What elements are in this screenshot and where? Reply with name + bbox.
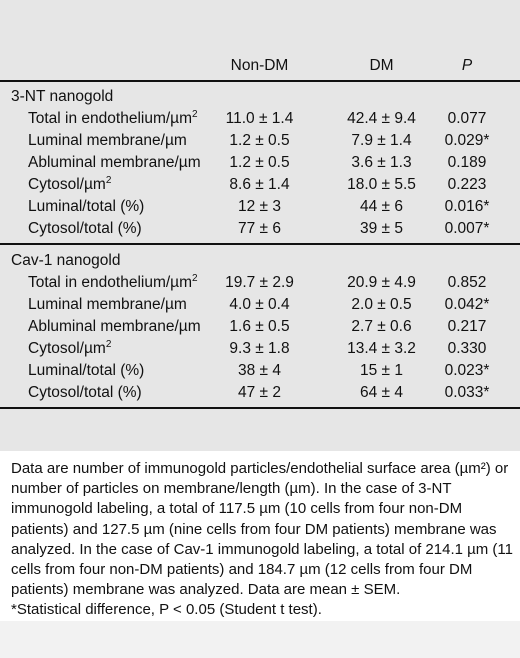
table-row — [0, 108, 520, 129]
row-label-superscript: 2 — [192, 273, 198, 284]
p-value: 0.042* — [444, 296, 490, 313]
p-value: 0.189 — [447, 154, 487, 171]
table-row — [0, 316, 520, 337]
dm-value: 2.7 ± 0.6 — [351, 318, 412, 335]
dm-value: 39 ± 5 — [360, 220, 403, 237]
row-label-superscript: 2 — [105, 339, 112, 350]
non-dm-value: 12 ± 3 — [238, 198, 281, 215]
p-value: 0.029* — [444, 132, 490, 149]
row-label: Cytosol/µm — [28, 340, 106, 357]
row-label: Cytosol/total (%) — [28, 384, 142, 401]
table-row — [0, 338, 520, 359]
row-label: Cytosol/total (%) — [28, 220, 142, 237]
non-dm-value: 1.2 ± 0.5 — [229, 132, 290, 149]
row-label: Abluminal membrane/µm — [28, 154, 201, 171]
non-dm-value: 38 ± 4 — [238, 362, 281, 379]
row-label: Cytosol/µm — [28, 176, 106, 193]
non-dm-value: 1.6 ± 0.5 — [229, 318, 290, 335]
row-label-superscript: 2 — [105, 175, 112, 186]
dm-value: 44 ± 6 — [360, 198, 403, 215]
row-label: Total in endothelium/µm — [28, 110, 193, 127]
dm-value: 7.9 ± 1.4 — [351, 132, 412, 149]
table-footnote: Data are number of immunogold particles/endothelial surface area (µm²) or number of particles on membrane/length (µm). In the case of 3-NT immunogold labeling, a total of 117.5 µm (10 cells from four non-DM patients) and 127.5 µm (nine cells from four DM patients) membrane was analyzed. In the case of Cav-1 immunogold labeling, a total of 214.1 µm (11 cells from four non-DM patients) and 184.7 µm (12 cells from four DM patients) membrane was analyzed. Data are mean ± SEM. *Statistical difference, P < 0.05 (Student t test). — [11, 460, 513, 619]
non-dm-value: 19.7 ± 2.9 — [225, 274, 294, 291]
non-dm-value: 77 ± 6 — [238, 220, 281, 237]
row-label: Luminal membrane/µm — [28, 132, 187, 149]
column-header-p: P — [461, 57, 473, 74]
non-dm-value: 4.0 ± 0.4 — [229, 296, 290, 313]
row-label: Luminal/total (%) — [28, 198, 145, 215]
p-value: 0.217 — [447, 318, 487, 335]
row-label: Luminal membrane/µm — [28, 296, 187, 313]
table-row — [0, 382, 520, 403]
row-label-superscript: 2 — [192, 109, 198, 120]
section-title-row — [0, 250, 520, 271]
table-row — [0, 174, 520, 195]
column-header-non-dm: Non-DM — [230, 57, 289, 74]
dm-value: 42.4 ± 9.4 — [347, 110, 416, 127]
p-value: 0.852 — [447, 274, 487, 291]
dm-value: 2.0 ± 0.5 — [351, 296, 412, 313]
p-value: 0.016* — [444, 198, 490, 215]
p-value: 0.223 — [447, 176, 487, 193]
non-dm-value: 11.0 ± 1.4 — [225, 110, 294, 127]
non-dm-value: 8.6 ± 1.4 — [229, 176, 290, 193]
table-bottom-rule — [0, 407, 520, 409]
table-row — [0, 272, 520, 293]
p-value: 0.033* — [444, 384, 490, 401]
section-title: Cav-1 nanogold — [11, 252, 121, 269]
p-value: 0.077 — [447, 110, 487, 127]
table-row — [0, 294, 520, 315]
column-header-dm: DM — [369, 57, 394, 74]
non-dm-value: 9.3 ± 1.8 — [229, 340, 290, 357]
table-row — [0, 218, 520, 239]
table-row — [0, 152, 520, 173]
dm-value: 13.4 ± 3.2 — [347, 340, 416, 357]
section-title-row — [0, 86, 520, 107]
table-row — [0, 196, 520, 217]
dm-value: 64 ± 4 — [360, 384, 403, 401]
p-value: 0.023* — [444, 362, 490, 379]
dm-value: 15 ± 1 — [360, 362, 403, 379]
p-value: 0.330 — [447, 340, 487, 357]
dm-value: 20.9 ± 4.9 — [347, 274, 416, 291]
header-rule — [0, 80, 520, 82]
table-header-row — [0, 55, 520, 76]
section-rule — [0, 243, 520, 245]
row-label: Luminal/total (%) — [28, 362, 145, 379]
non-dm-value: 47 ± 2 — [238, 384, 281, 401]
table-row — [0, 360, 520, 381]
row-label: Total in endothelium/µm — [28, 274, 193, 291]
section-title: 3-NT nanogold — [11, 88, 114, 105]
row-label: Abluminal membrane/µm — [28, 318, 201, 335]
dm-value: 18.0 ± 5.5 — [347, 176, 416, 193]
non-dm-value: 1.2 ± 0.5 — [229, 154, 290, 171]
table-row — [0, 130, 520, 151]
p-value: 0.007* — [444, 220, 490, 237]
dm-value: 3.6 ± 1.3 — [351, 154, 412, 171]
